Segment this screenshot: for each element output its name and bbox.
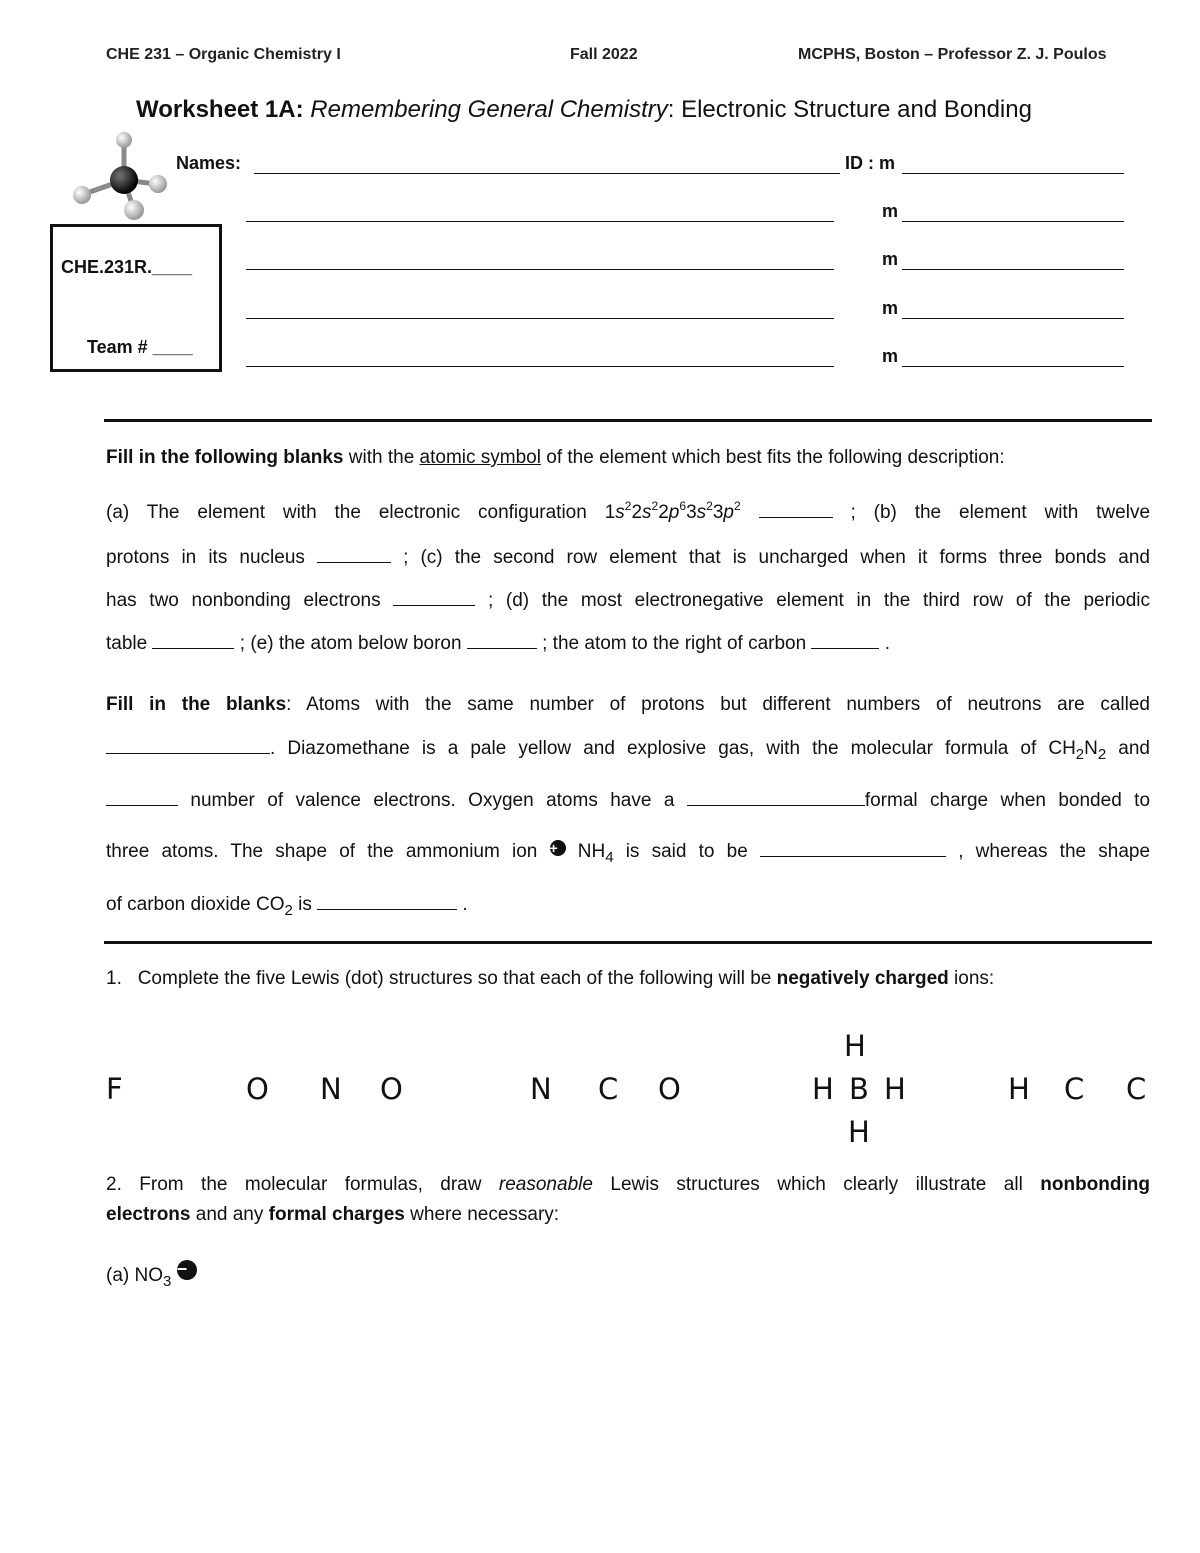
name-field-1[interactable] (254, 173, 840, 174)
symbols-intro: Fill in the following blanks with the atomic symbol of the element which best fits the following description: (106, 447, 1005, 468)
section-team-box (50, 224, 222, 372)
m-label-2: m (882, 201, 899, 221)
m-label-5: m (882, 346, 899, 366)
id-field-3[interactable] (902, 269, 1124, 270)
blank-c[interactable] (393, 589, 475, 606)
blank-b[interactable] (317, 546, 391, 563)
atom-b: B (849, 1072, 869, 1106)
id-field-2[interactable] (902, 221, 1124, 222)
institution-header: MCPHS, Boston – Professor Z. J. Poulos (798, 46, 1107, 63)
atom-h-bottom: H (848, 1115, 870, 1149)
divider-1 (104, 419, 1152, 422)
blank-valence[interactable] (106, 789, 178, 806)
atom-c-3: C (1126, 1072, 1147, 1106)
blank-e[interactable] (467, 632, 537, 649)
id-field-5[interactable] (902, 366, 1124, 367)
symbols-line-1: (a) The element with the electronic configuration $1s^22s^22p^63s^23p^2$ ; (b) the element with twelve (106, 499, 1151, 523)
atom-n-2: N (530, 1072, 552, 1106)
q1-text: 1. Complete the five Lewis (dot) structures so that each of the following will be negatively charged ions: (106, 968, 995, 989)
name-field-2[interactable] (246, 221, 834, 222)
plus-charge-icon: + (550, 840, 566, 856)
title-italic: Remembering General Chemistry (310, 96, 668, 123)
atom-o-3: O (658, 1072, 681, 1106)
course-header: CHE 231 – Organic Chemistry I (106, 46, 341, 63)
q2-line-2: electrons and any formal charges where necessary: (106, 1204, 560, 1225)
id-label: ID : m (845, 153, 896, 173)
names-label: Names: (176, 153, 242, 173)
atom-n-1: N (320, 1072, 342, 1106)
blank-f[interactable] (811, 632, 879, 649)
name-field-5[interactable] (246, 366, 834, 367)
symbols-line-3: has two nonbonding electrons ; (d) the most electronegative element in the third row of the periodic (106, 590, 1151, 611)
atom-h-right: H (884, 1072, 906, 1106)
symbols-line-4: table ; (e) the atom below boron ; the atom to the right of carbon . (106, 633, 891, 654)
atom-c-2: C (1064, 1072, 1085, 1106)
q2-part-a: (a) $NO_3$ − (106, 1260, 1150, 1290)
name-field-4[interactable] (246, 318, 834, 319)
atom-h-left: H (812, 1072, 834, 1106)
q2-line-1: 2. From the molecular formulas, draw reasonable Lewis structures which clearly illustrate all nonbonding (106, 1174, 1150, 1195)
blank-d[interactable] (152, 632, 234, 649)
atom-h-top: H (844, 1029, 866, 1063)
id-field-1[interactable] (902, 173, 1124, 174)
atom-f: F (106, 1072, 123, 1106)
methane-model-icon (68, 128, 178, 224)
minus-charge-icon: − (177, 1260, 197, 1280)
blank-formal-charge[interactable] (687, 789, 865, 806)
term-header: Fall 2022 (570, 46, 638, 63)
worksheet-title (136, 96, 1032, 124)
blanks-line-2: . Diazomethane is a pale yellow and explosive gas, with the molecular formula of $CH_2N_2$ and (106, 737, 1150, 763)
blanks-line-3: number of valence electrons. Oxygen atoms have a formal charge when bonded to (106, 789, 1150, 812)
name-field-3[interactable] (246, 269, 834, 270)
blank-a[interactable] (759, 501, 833, 518)
blank-isotopes[interactable] (106, 737, 270, 754)
blanks-line-1: Fill in the blanks: Atoms with the same number of protons but different numbers of neutrons are called (106, 694, 1150, 715)
divider-2 (104, 941, 1152, 944)
blank-co2-shape[interactable] (317, 893, 457, 910)
symbols-line-2: protons in its nucleus ; (c) the second row element that is uncharged when it forms three bonds and (106, 547, 1150, 568)
blanks-line-4: three atoms. The shape of the ammonium ion + $NH_4$ is said to be , whereas the shape (106, 840, 1151, 866)
atom-o-2: O (380, 1072, 403, 1106)
blanks-line-5: of carbon dioxide $CO_2$ is . (106, 894, 468, 919)
team-label: Team # ____ (87, 337, 193, 357)
title-rest: : Electronic Structure and Bonding (667, 96, 1032, 123)
atom-o-1: O (246, 1072, 269, 1106)
atom-c-1: C (598, 1072, 619, 1106)
id-field-4[interactable] (902, 318, 1124, 319)
m-label-3: m (882, 249, 899, 269)
m-label-4: m (882, 298, 899, 318)
atom-h-2: H (1008, 1072, 1030, 1106)
section-label: CHE.231R.____ (61, 257, 193, 277)
title-prefix: Worksheet 1A: (136, 96, 304, 123)
blank-ammonium-shape[interactable] (760, 840, 946, 857)
